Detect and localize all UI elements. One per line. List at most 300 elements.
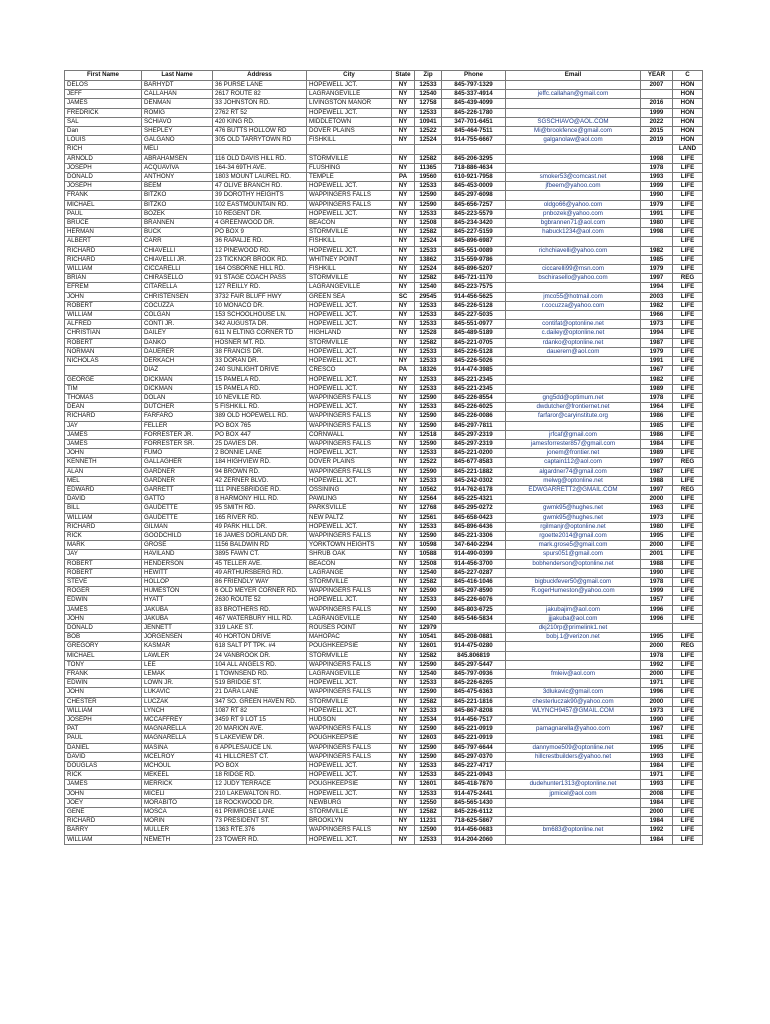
year-cell: 1984 <box>641 835 673 844</box>
phone-cell: 914-456-0683 <box>442 826 506 835</box>
c-cell: LIFE <box>673 587 703 596</box>
year-cell: 2000 <box>641 541 673 550</box>
table-row <box>65 762 703 771</box>
table-row <box>65 403 703 412</box>
last-name-cell: ACQUAVIVA <box>142 163 213 172</box>
zip-cell: 12522 <box>415 127 442 136</box>
table-row <box>65 412 703 421</box>
phone-cell: 347-701-6451 <box>442 117 506 126</box>
city-cell: FLUSHING <box>307 163 392 172</box>
email-cell: bgbrannen71@aol.com <box>506 219 641 228</box>
city-cell: STORMVILLE <box>307 651 392 660</box>
last-name-cell: SHEPLEY <box>142 127 213 136</box>
city-cell: CRESCO <box>307 366 392 375</box>
first-name-cell: JOSEPH <box>65 163 142 172</box>
phone-cell: 845-475-6363 <box>442 688 506 697</box>
last-name-cell: GROSE <box>142 541 213 550</box>
city-cell: WAPPINGERS FALLS <box>307 531 392 540</box>
table-row <box>65 752 703 761</box>
city-cell: WAPPINGERS FALLS <box>307 605 392 614</box>
zip-cell: 12533 <box>415 375 442 384</box>
state-cell: NY <box>392 688 415 697</box>
city-cell: WAPPINGERS FALLS <box>307 725 392 734</box>
email-cell <box>506 660 641 669</box>
year-cell: 1984 <box>641 762 673 771</box>
first-name-cell: PAUL <box>65 209 142 218</box>
phone-cell: 845-221-3306 <box>442 531 506 540</box>
phone-cell: 845-297-8590 <box>442 587 506 596</box>
email-cell <box>506 421 641 430</box>
header-row <box>65 71 703 81</box>
last-name-cell: JENNETT <box>142 623 213 632</box>
zip-cell: 12533 <box>415 449 442 458</box>
address-cell: 210 LAKEWALTON RD. <box>213 789 307 798</box>
last-name-cell: MELI <box>142 145 213 154</box>
state-cell: NY <box>392 117 415 126</box>
last-name-cell: CARR <box>142 237 213 246</box>
state-cell: NY <box>392 752 415 761</box>
table-row <box>65 301 703 310</box>
zip-cell: 13862 <box>415 255 442 264</box>
year-cell: 1967 <box>641 366 673 375</box>
address-cell: 116 OLD DAVIS HILL RD. <box>213 154 307 163</box>
city-cell: GREEN SEA <box>307 292 392 301</box>
first-name-cell: JEFF <box>65 90 142 99</box>
email-cell: EDWGARRETT2@GMAIL.COM <box>506 485 641 494</box>
address-cell: 305 OLD TARRYTOWN RD <box>213 136 307 145</box>
phone-cell: 845-226-8554 <box>442 393 506 402</box>
state-cell: NY <box>392 449 415 458</box>
state-cell: NY <box>392 716 415 725</box>
email-cell: gng5dd@optimum.net <box>506 393 641 402</box>
c-cell: LIFE <box>673 688 703 697</box>
first-name-cell: PAUL <box>65 734 142 743</box>
address-cell: 15 PAMELA RD. <box>213 375 307 384</box>
zip-cell: 12590 <box>415 605 442 614</box>
table-row <box>65 191 703 200</box>
phone-cell: 845-221-0919 <box>442 734 506 743</box>
last-name-cell: LAWLER <box>142 651 213 660</box>
c-cell: LIFE <box>673 476 703 485</box>
first-name-cell: FRANK <box>65 670 142 679</box>
zip-cell: 12533 <box>415 762 442 771</box>
address-cell: 15 PAMELA RD. <box>213 384 307 393</box>
address-cell: 18 RIDGE RD. <box>213 771 307 780</box>
c-cell: LIFE <box>673 301 703 310</box>
table-row <box>65 642 703 651</box>
state-cell: NY <box>392 439 415 448</box>
table-row <box>65 623 703 632</box>
phone-cell <box>442 623 506 632</box>
email-cell: jpmicel@aol.com <box>506 789 641 798</box>
state-cell: NY <box>392 246 415 255</box>
state-cell: NY <box>392 458 415 467</box>
phone-cell: 845-803-6725 <box>442 605 506 614</box>
address-cell: 3459 RT 9 LOT 15 <box>213 716 307 725</box>
c-cell: LIFE <box>673 771 703 780</box>
c-cell: LIFE <box>673 780 703 789</box>
phone-cell: 914-456-3700 <box>442 559 506 568</box>
first-name-cell: FREDRICK <box>65 108 142 117</box>
city-cell: NEW PALTZ <box>307 513 392 522</box>
table-row <box>65 688 703 697</box>
city-cell: HOPEWELL JCT. <box>307 301 392 310</box>
c-cell: LIFE <box>673 826 703 835</box>
city-cell: HOPEWELL JCT. <box>307 209 392 218</box>
state-cell: NY <box>392 577 415 586</box>
year-cell: 1987 <box>641 467 673 476</box>
address-cell: 5 LAKEVIEW DR. <box>213 734 307 743</box>
city-cell: FISHKILL <box>307 136 392 145</box>
address-cell: 153 SCHOOLHOUSE LN. <box>213 311 307 320</box>
email-cell: richchiavelli@yahoo.com <box>506 246 641 255</box>
phone-cell <box>442 145 506 154</box>
address-cell: 45 TELLER AVE. <box>213 559 307 568</box>
table-row <box>65 246 703 255</box>
first-name-cell: MICHAEL <box>65 651 142 660</box>
header-year: YEAR <box>641 71 673 81</box>
city-cell: HIGHLAND <box>307 329 392 338</box>
year-cell: 2016 <box>641 99 673 108</box>
phone-cell: 845-896-6987 <box>442 237 506 246</box>
last-name-cell: DENMAN <box>142 99 213 108</box>
first-name-cell: BOB <box>65 633 142 642</box>
address-cell: 38 FRANCIS DR. <box>213 347 307 356</box>
c-cell: LIFE <box>673 292 703 301</box>
first-name-cell: MARK <box>65 541 142 550</box>
city-cell: HOPEWELL JCT. <box>307 81 392 90</box>
table-row <box>65 808 703 817</box>
email-cell <box>506 108 641 117</box>
city-cell: DOVER PLAINS <box>307 127 392 136</box>
city-cell: STORMVILLE <box>307 338 392 347</box>
address-cell: 319 LAKE ST. <box>213 623 307 632</box>
last-name-cell: GILMAN <box>142 522 213 531</box>
year-cell: 1989 <box>641 449 673 458</box>
email-cell <box>506 81 641 90</box>
table-row <box>65 449 703 458</box>
last-name-cell: COLGAN <box>142 311 213 320</box>
address-cell: 164-34 69TH AVE. <box>213 163 307 172</box>
first-name-cell: THOMAS <box>65 393 142 402</box>
table-row <box>65 117 703 126</box>
zip-cell <box>415 145 442 154</box>
email-cell <box>506 283 641 292</box>
city-cell: HOPEWELL JCT. <box>307 789 392 798</box>
c-cell: LIFE <box>673 743 703 752</box>
first-name-cell: GEORGE <box>65 375 142 384</box>
zip-cell: 12601 <box>415 642 442 651</box>
city-cell: HOPEWELL JCT. <box>307 384 392 393</box>
phone-cell: 845-223-7575 <box>442 283 506 292</box>
table-row <box>65 421 703 430</box>
table-row <box>65 228 703 237</box>
state-cell: NY <box>392 430 415 439</box>
address-cell: 611 N ELTING CORNER TD <box>213 329 307 338</box>
city-cell: HOPEWELL JCT. <box>307 771 392 780</box>
email-cell: mark.grose5@gmail.com <box>506 541 641 550</box>
address-cell: PO BOX 9 <box>213 228 307 237</box>
email-cell: Mi@brookfence@gmail.com <box>506 127 641 136</box>
address-cell: 1 TOWNSEND RD. <box>213 670 307 679</box>
last-name-cell: BARHYDT <box>142 81 213 90</box>
c-cell: LIFE <box>673 559 703 568</box>
year-cell: 1994 <box>641 329 673 338</box>
c-cell: LIFE <box>673 430 703 439</box>
header-c: C <box>673 71 703 81</box>
state-cell <box>392 145 415 154</box>
table-row <box>65 670 703 679</box>
c-cell: HON <box>673 99 703 108</box>
table-row <box>65 522 703 531</box>
roster-sheet <box>64 70 702 845</box>
state-cell: NY <box>392 375 415 384</box>
c-cell: HON <box>673 90 703 99</box>
email-cell: pamagnarella@yahoo.com <box>506 725 641 734</box>
zip-cell: 19560 <box>415 173 442 182</box>
city-cell: BEACON <box>307 559 392 568</box>
state-cell: NY <box>392 301 415 310</box>
city-cell: TEMPLE <box>307 173 392 182</box>
zip-cell: 12582 <box>415 154 442 163</box>
state-cell: NY <box>392 633 415 642</box>
first-name-cell: RICK <box>65 771 142 780</box>
c-cell: LIFE <box>673 163 703 172</box>
state-cell: NY <box>392 320 415 329</box>
table-row <box>65 320 703 329</box>
address-cell: 24 VANBROOK DR. <box>213 651 307 660</box>
email-cell: jrfcaf@gmail.com <box>506 430 641 439</box>
c-cell: LIFE <box>673 522 703 531</box>
email-cell <box>506 366 641 375</box>
c-cell: LIFE <box>673 237 703 246</box>
last-name-cell: BITZKO <box>142 200 213 209</box>
last-name-cell: DOLAN <box>142 393 213 402</box>
first-name-cell: BRUCE <box>65 219 142 228</box>
first-name-cell: JAMES <box>65 780 142 789</box>
address-cell: 2 BONNIE LANE <box>213 449 307 458</box>
state-cell: NY <box>392 780 415 789</box>
year-cell: 1979 <box>641 265 673 274</box>
first-name-cell: RICHARD <box>65 412 142 421</box>
first-name-cell: JAMES <box>65 430 142 439</box>
year-cell: 2001 <box>641 550 673 559</box>
last-name-cell: BRANNEN <box>142 219 213 228</box>
zip-cell: 12768 <box>415 504 442 513</box>
email-cell: rgoette2014@gmail.com <box>506 531 641 540</box>
address-cell: 20 MARION AVE. <box>213 725 307 734</box>
address-cell: 6 APPLESAUCE LN. <box>213 743 307 752</box>
address-cell: 10 REGENT DR. <box>213 209 307 218</box>
address-cell: 1156 BALDWIN RD <box>213 541 307 550</box>
last-name-cell: GARDNER <box>142 467 213 476</box>
c-cell: LIFE <box>673 246 703 255</box>
year-cell: 1982 <box>641 246 673 255</box>
c-cell: LIFE <box>673 504 703 513</box>
first-name-cell: RICHARD <box>65 817 142 826</box>
phone-cell: 914-762-6178 <box>442 485 506 494</box>
year-cell: 1999 <box>641 108 673 117</box>
first-name-cell: DONALD <box>65 173 142 182</box>
year-cell: 1998 <box>641 154 673 163</box>
address-cell: HOSNER MT. RD. <box>213 338 307 347</box>
city-cell: HOPEWELL JCT. <box>307 182 392 191</box>
first-name-cell: RICK <box>65 531 142 540</box>
c-cell: LIFE <box>673 182 703 191</box>
address-cell: 420 KING RD. <box>213 117 307 126</box>
header-last-name: Last Name <box>142 71 213 81</box>
address-cell: 36 PURSE LANE <box>213 81 307 90</box>
last-name-cell: GATTO <box>142 495 213 504</box>
last-name-cell: JAKUBA <box>142 614 213 623</box>
phone-cell: 845-234-3420 <box>442 219 506 228</box>
last-name-cell: DIAZ <box>142 366 213 375</box>
year-cell: 2000 <box>641 697 673 706</box>
city-cell: LAGRANGEVILLE <box>307 90 392 99</box>
phone-cell: 845-797-0936 <box>442 670 506 679</box>
first-name-cell: MEL <box>65 476 142 485</box>
phone-cell: 845-221-0943 <box>442 771 506 780</box>
zip-cell: 12533 <box>415 679 442 688</box>
first-name-cell: JOHN <box>65 614 142 623</box>
email-cell <box>506 734 641 743</box>
zip-cell: 12590 <box>415 743 442 752</box>
email-cell: WLYNCH9457@GMAIL.COM <box>506 706 641 715</box>
email-cell: r.cocuzza@yahoo.com <box>506 301 641 310</box>
year-cell: 1997 <box>641 458 673 467</box>
state-cell: NY <box>392 826 415 835</box>
zip-cell: 12533 <box>415 209 442 218</box>
phone-cell: 845-337-4914 <box>442 90 506 99</box>
phone-cell: 845-797-6644 <box>442 743 506 752</box>
email-cell: gwmk95@hughes.net <box>506 504 641 513</box>
year-cell: 1971 <box>641 771 673 780</box>
last-name-cell: DERKACH <box>142 357 213 366</box>
last-name-cell: LYNCH <box>142 706 213 715</box>
phone-cell: 845-226-6112 <box>442 808 506 817</box>
year-cell: 2015 <box>641 127 673 136</box>
city-cell: WAPPINGERS FALLS <box>307 467 392 476</box>
zip-cell: 12590 <box>415 725 442 734</box>
c-cell: LIFE <box>673 817 703 826</box>
c-cell: LIFE <box>673 375 703 384</box>
last-name-cell: HEWITT <box>142 568 213 577</box>
city-cell: NEWBURG <box>307 798 392 807</box>
member-table <box>64 70 703 845</box>
table-row <box>65 357 703 366</box>
c-cell: LIFE <box>673 752 703 761</box>
table-row <box>65 90 703 99</box>
first-name-cell: WILLIAM <box>65 311 142 320</box>
address-cell: 3732 FAIR BLUFF HWY <box>213 292 307 301</box>
address-cell: 33 DORAN DR. <box>213 357 307 366</box>
state-cell: NY <box>392 384 415 393</box>
c-cell: LIFE <box>673 734 703 743</box>
table-row <box>65 826 703 835</box>
address-cell: 21 DARA LANE <box>213 688 307 697</box>
phone-cell: 845-226-6076 <box>442 596 506 605</box>
phone-cell: 845-297-2319 <box>442 439 506 448</box>
city-cell: HOPEWELL JCT. <box>307 679 392 688</box>
address-cell: 16 JAMES DORLAND DR. <box>213 531 307 540</box>
phone-cell: 845-416-1046 <box>442 577 506 586</box>
zip-cell: 12533 <box>415 835 442 844</box>
state-cell: NY <box>392 798 415 807</box>
city-cell: STORMVILLE <box>307 808 392 817</box>
zip-cell: 12533 <box>415 706 442 715</box>
address-cell: 61 PRIMROSE LANE <box>213 808 307 817</box>
year-cell: 1988 <box>641 559 673 568</box>
first-name-cell: DONALD <box>65 623 142 632</box>
address-cell: 165 RIVER RD. <box>213 513 307 522</box>
last-name-cell: DICKMAN <box>142 384 213 393</box>
zip-cell: 12533 <box>415 384 442 393</box>
last-name-cell: MCCAFFREY <box>142 716 213 725</box>
c-cell: LIFE <box>673 798 703 807</box>
year-cell: 1997 <box>641 274 673 283</box>
table-row <box>65 366 703 375</box>
phone-cell: 914-475-2441 <box>442 789 506 798</box>
phone-cell: 914-204-2060 <box>442 835 506 844</box>
state-cell: NY <box>392 789 415 798</box>
state-cell: NY <box>392 697 415 706</box>
phone-cell: 845-658-0423 <box>442 513 506 522</box>
state-cell: NY <box>392 670 415 679</box>
c-cell: REG <box>673 458 703 467</box>
table-row <box>65 577 703 586</box>
phone-cell: 845-896-5207 <box>442 265 506 274</box>
c-cell: LIFE <box>673 568 703 577</box>
city-cell: CORNWALL <box>307 430 392 439</box>
email-cell: habuck1234@aol.com <box>506 228 641 237</box>
phone-cell: 845-226-6265 <box>442 679 506 688</box>
city-cell: LAGRANGEVILLE <box>307 283 392 292</box>
email-cell: jonem@frontier.net <box>506 449 641 458</box>
phone-cell: 315-559-9786 <box>442 255 506 264</box>
c-cell: REG <box>673 274 703 283</box>
email-cell <box>506 191 641 200</box>
table-row <box>65 835 703 844</box>
state-cell: NY <box>392 209 415 218</box>
city-cell: ROUSES POINT <box>307 623 392 632</box>
year-cell: 1990 <box>641 191 673 200</box>
last-name-cell: DAILEY <box>142 329 213 338</box>
address-cell: 8 HARMONY HILL RD. <box>213 495 307 504</box>
address-cell: 1087 RT 82 <box>213 706 307 715</box>
state-cell: NY <box>392 495 415 504</box>
last-name-cell: GALLAGHER <box>142 458 213 467</box>
c-cell: LIFE <box>673 596 703 605</box>
c-cell: LIFE <box>673 679 703 688</box>
year-cell: 1996 <box>641 614 673 623</box>
phone-cell: 845-227-5159 <box>442 228 506 237</box>
last-name-cell: HUMESTON <box>142 587 213 596</box>
table-row <box>65 99 703 108</box>
address-cell: 3895 FAWN CT. <box>213 550 307 559</box>
c-cell: LIFE <box>673 219 703 228</box>
city-cell: MAHOPAC <box>307 633 392 642</box>
last-name-cell: LOWN JR. <box>142 679 213 688</box>
address-cell: PO BOX 765 <box>213 421 307 430</box>
zip-cell: 12533 <box>415 476 442 485</box>
state-cell: NY <box>392 163 415 172</box>
state-cell: NY <box>392 255 415 264</box>
year-cell: 1964 <box>641 403 673 412</box>
last-name-cell: MERRICK <box>142 780 213 789</box>
last-name-cell: DICKMAN <box>142 375 213 384</box>
year-cell: 1993 <box>641 752 673 761</box>
phone-cell: 845-226-6025 <box>442 403 506 412</box>
